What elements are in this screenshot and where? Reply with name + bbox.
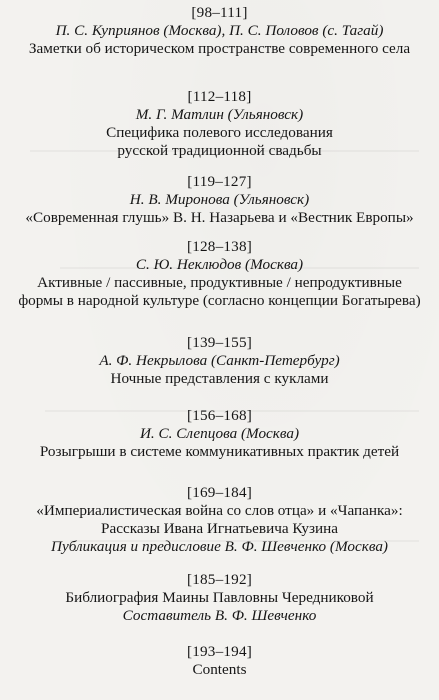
author-line: М. Г. Матлин (Ульяновск) <box>135 106 304 123</box>
title-line: Розыгрыши в системе коммуникативных практик детей <box>39 443 400 460</box>
page-range: [112–118] <box>187 88 252 105</box>
page-range: [128–138] <box>186 238 253 255</box>
title-line: Библиография Маины Павловны Чередниковой <box>65 589 374 606</box>
title-line: Ночные представления с куклами <box>110 370 329 387</box>
toc-entry <box>0 643 439 679</box>
title-line: формы в народной культуре (согласно концепции Богатырева) <box>18 292 421 309</box>
title-line: Специфика полевого исследования <box>106 124 333 141</box>
page-range: [139–155] <box>186 334 253 351</box>
title-line: Рассказы Ивана Игнатьевича Кузина <box>101 520 338 537</box>
author-line: Н. В. Миронова (Ульяновск) <box>129 191 310 208</box>
toc-entry <box>0 407 439 461</box>
title-line: русской традиционной свадьбы <box>117 142 322 159</box>
title-line: Активные / пассивные, продуктивные / непродуктивные <box>37 274 402 291</box>
author-line: П. С. Куприянов (Москва), П. С. Половов (с. Тагай) <box>55 22 384 39</box>
title-line: Заметки об историческом пространстве современного села <box>28 40 411 57</box>
page-range: [169–184] <box>186 484 253 501</box>
toc-entry <box>0 238 439 310</box>
toc-entry <box>0 4 439 58</box>
page-range: [98–111] <box>191 4 248 21</box>
compiler-note: Составитель В. Ф. Шевченко <box>122 607 317 624</box>
toc-entry <box>0 88 439 160</box>
publication-note: Публикация и предисловие В. Ф. Шевченко (Москва) <box>51 538 388 555</box>
page-range: [119–127] <box>187 173 252 190</box>
title-line: «Современная глушь» В. Н. Назарьева и «Вестник Европы» <box>25 209 414 226</box>
author-line: С. Ю. Неклюдов (Москва) <box>135 256 304 273</box>
toc-entry <box>0 484 439 556</box>
title-line: «Империалистическая война со слов отца» и «Чапанка»: <box>36 502 403 519</box>
page-range: [185–192] <box>186 571 253 588</box>
page-range: [193–194] <box>186 643 253 660</box>
page-range: [156–168] <box>186 407 253 424</box>
author-line: А. Ф. Некрылова (Санкт-Петербург) <box>99 352 340 369</box>
toc-entry <box>0 334 439 388</box>
author-line: И. С. Слепцова (Москва) <box>139 425 300 442</box>
toc-entry <box>0 571 439 625</box>
title-line: Contents <box>192 661 247 678</box>
toc-entry <box>0 173 439 227</box>
